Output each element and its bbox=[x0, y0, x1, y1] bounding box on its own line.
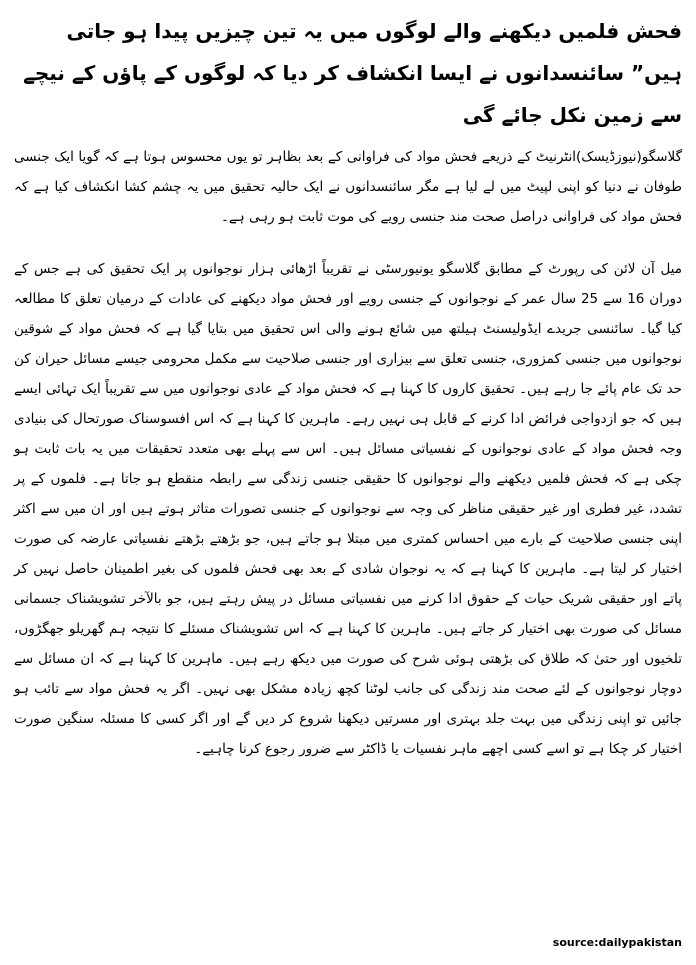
source-credit: source:dailypakistan bbox=[552, 936, 682, 949]
article-paragraph-1: گلاسگو(نیوزڈیسک)انٹرنیٹ کے ذریعے فحش مواد کی فراوانی کے بعد بظاہر تو یوں محسوس ہوتا ہے کہ گویا ایک جنسی طوفان نے دنیا کو اپنی لپیٹ میں لے لیا ہے مگر سائنسدانوں نے ایک حالیہ تحقیق میں یہ چشم کشا انکشاف کیا ہے کہ فحش مواد کی فراوانی دراصل صحت مند جنسی رویے کی موت ثابت ہو رہی ہے۔ bbox=[14, 149, 682, 225]
article-paragraph-2: میل آن لائن کی رپورٹ کے مطابق گلاسگو یونیورسٹی نے تقریباً اڑھائی ہزار نوجوانوں پر ایک تحقیق کی ہے جس کے دوران 16 سے 25 سال عمر کے نوجوانوں کے جنسی رویے اور فحش مواد دیکھنے کی عادات کے درمیان تعلق کا مطالعہ کیا گیا۔ سائنسی جریدے ایڈولیسنٹ ہیلتھ میں شائع ہونے والی اس تحقیق میں بتایا گیا ہے کہ فحش مواد کے شوقین نوجوانوں میں جنسی کمزوری، جنسی تعلق سے بیزاری اور جنسی صلاحیت سے مکمل محرومی جیسے مسائل حیران کن حد تک عام پائے جا رہے ہیں۔ تحقیق کاروں کا کہنا ہے کہ فحش مواد کے عادی نوجوانوں میں سے تقریباً ایک تہائی ایسے ہیں کہ جو ازدواجی فرائض ادا کرنے کے قابل ہی نہیں رہے۔ ماہرین کا کہنا ہے کہ اس افسوسناک صورتحال کی بنیادی وجہ فحش مواد کے عادی نوجوانوں کے نفسیاتی مسائل ہیں۔ اس سے پہلے بھی متعدد تحقیقات میں یہ بات ثابت ہو چکی ہے کہ فحش فلمیں دیکھنے والے نوجوانوں کا حقیقی جنسی زندگی سے رابطہ منقطع ہو جاتا ہے۔ فلموں کے پر تشدد، غیر فطری اور غیر حقیقی مناظر کی وجہ سے نوجوانوں کے جنسی تصورات متاثر ہوتے ہیں اور ان میں سے اکثر اپنی جنسی صلاحیت کے بارے میں احساس کمتری میں مبتلا ہو جاتے ہیں، جو بڑھتے بڑھتے نفسیاتی عارضہ کی صورت اختیار کر لیتا ہے۔ ماہرین کا کہنا ہے کہ یہ نوجوان شادی کے بعد بھی فحش فلموں کی بغیر اطمینان حاصل نہیں کر پاتے اور حقیقی شریک حیات کے حقوق ادا کرنے میں نفسیاتی مسائل در پیش رہتے ہیں، جو بالآخر تشویشناک جسمانی مسائل کی صورت بھی اختیار کر جاتے ہیں۔ ماہرین کا کہنا ہے کہ اس تشویشناک مسئلے کا نتیجہ ہم گھریلو جھگڑوں، تلخیوں اور حتیٰ کہ طلاق کی بڑھتی ہوئی شرح کی صورت میں دیکھ رہے ہیں۔ ماہرین کا کہنا ہے کہ ان مسائل سے دوچار نوجوانوں کے لئے صحت مند زندگی کی جانب لوٹنا کچھ زیادہ مشکل بھی نہیں۔ اگر یہ فحش مواد سے تائب ہو جائیں تو اپنی زندگی میں بہت جلد بہتری اور مسرتیں دیکھنا شروع کر دیں گے اور اگر کسی کا مسئلہ سنگین صورت اختیار کر چکا ہے تو اسے کسی اچھے ماہر نفسیات یا ڈاکٹر سے ضرور رجوع کرنا چاہیے۔ bbox=[14, 261, 683, 757]
article-headline: فحش فلمیں دیکھنے والے لوگوں میں یہ تین چیزیں پیدا ہو جاتی ہیں” سائنسدانوں نے ایسا انکشاف کر دیا کہ لوگوں کے پاؤں کے نیچے سے زمین نکل جائے گی bbox=[23, 19, 682, 127]
